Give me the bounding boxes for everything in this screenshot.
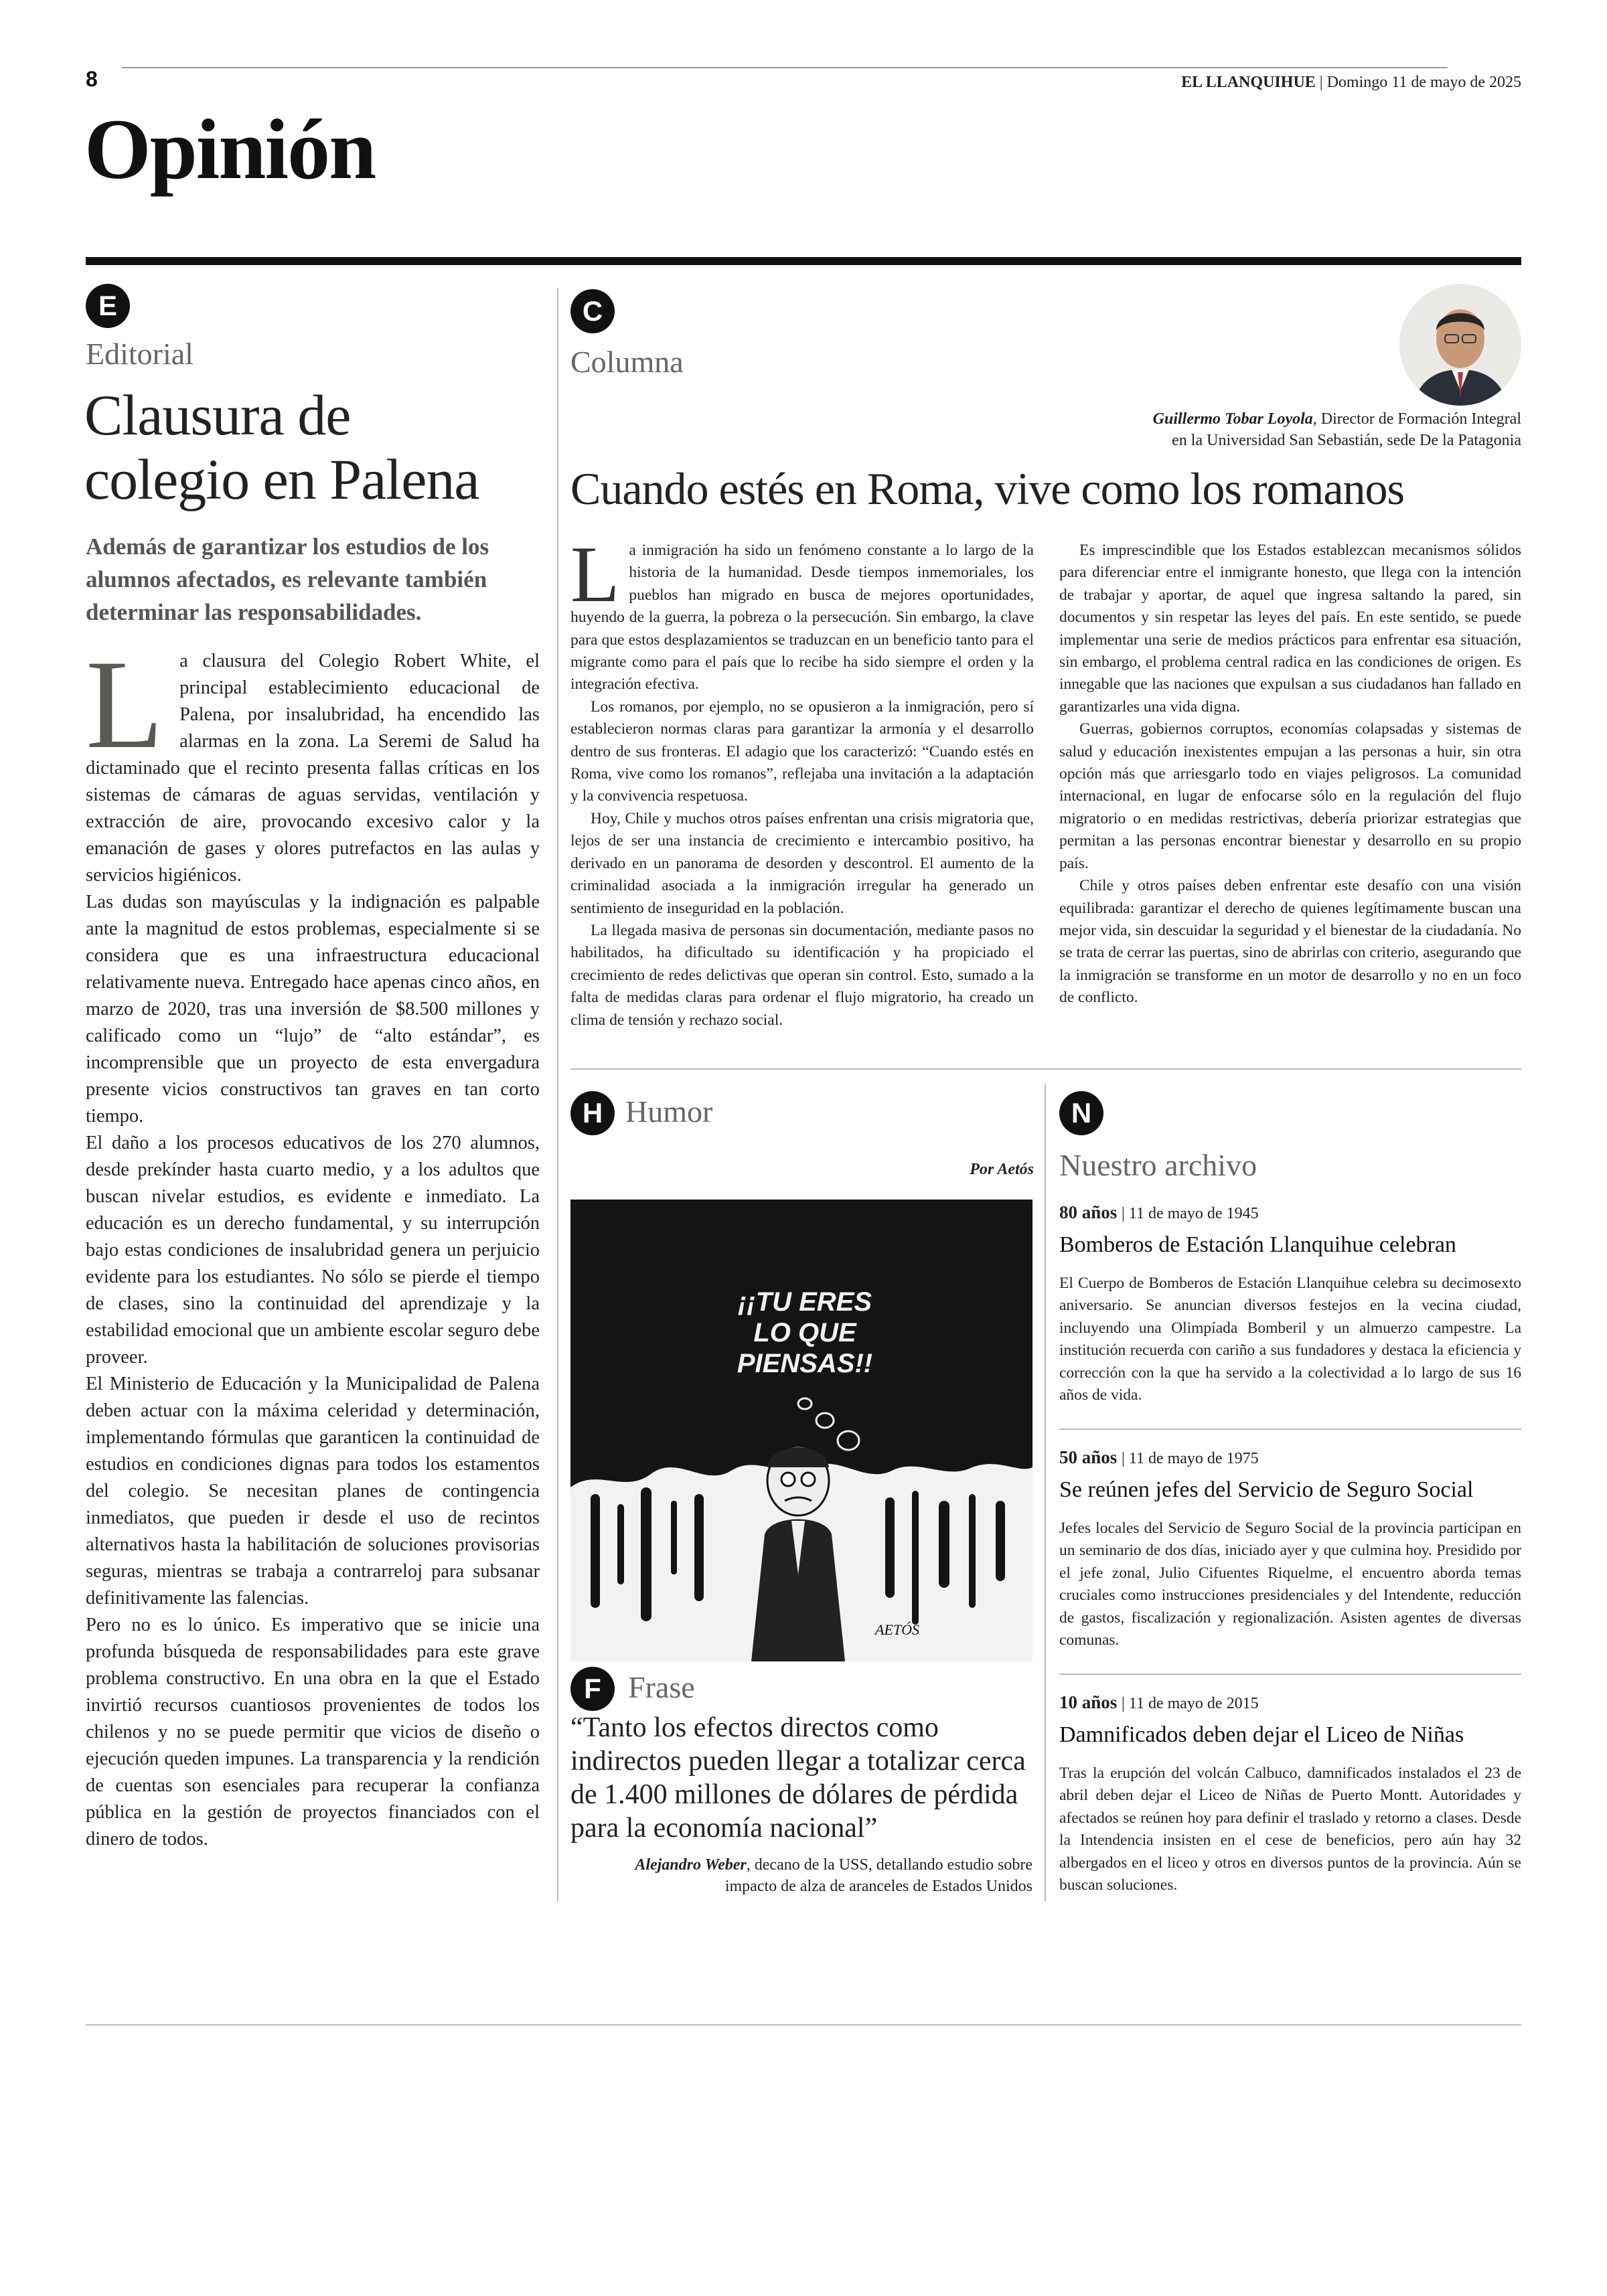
author-photo: [1399, 284, 1521, 406]
editorial-dropcap: L: [86, 635, 164, 775]
archive-item-text: Jefes locales del Servicio de Seguro Social de la provincia participan en un seminario de dos días, iniciado ayer y que culmina hoy. Presidido por el jefe zonal, Julio Cifuentes Riquelme, el encuentro aborda temas cruciales como instrucciones presidenciales y del Intendente, reducción de gastos, fiscalización y regionalización. Asisten agentes de diversas comunas.: [1059, 1520, 1521, 1649]
author-portrait-icon: [1399, 284, 1521, 406]
archive-item-date: 11 de mayo de 2015: [1128, 1695, 1259, 1712]
humor-cartoon: [570, 1200, 1032, 1661]
archive-divider: [1059, 1428, 1521, 1430]
editorial-title-line1: Clausura de: [84, 383, 351, 447]
column-paragraph: Los romanos, por ejemplo, no se opusieron a la inmigración, pero sí establecieron normas claras para garantizar la armonía y el desarrollo dentro de sus fronteras. El adagio que los caracterizó: “Cuando estés en Roma, vive como los romanos”, reflejaba una invitación a la adaptación y la convivencia respetuosa.: [570, 698, 1034, 805]
editorial-label: Editorial: [86, 337, 194, 371]
editorial-title: [84, 383, 479, 511]
archive-item-years: 50 años: [1059, 1447, 1118, 1467]
publication-name: EL LLANQUIHUE: [1181, 74, 1316, 91]
cartoon-speech: ¡¡TU ERES LO QUE PIENSAS!!: [737, 1287, 873, 1378]
archive-label: Nuestro archivo: [1059, 1148, 1257, 1182]
column-title: Cuando estés en Roma, vive como los romanos: [570, 463, 1405, 514]
humor-byline: Por Aetós: [970, 1161, 1034, 1178]
column-author: [986, 408, 1521, 451]
header-rule: [122, 67, 1448, 68]
frase-author-name: Alejandro Weber: [635, 1856, 747, 1874]
editorial-paragraph: Las dudas son mayúsculas y la indignación es palpable ante la magnitud de estos problemas, especialmente si se considera que es una infraestructura educacional relativamente nueva. Entregado hace apenas cinco años, en marzo de 2020, tras una inversión de $8.500 millones y calificado como un “lujo” de “alto estándar”, es incomprensible que un proyecto de esta envergadura presente vicios constructivos tan graves en tan corto tiempo.: [86, 892, 540, 1127]
editorial-paragraph: El Ministerio de Educación y la Municipalidad de Palena deben actuar con la máxima celeridad y determinación, implementando fórmulas que garanticen la continuidad de estudios en condiciones dignas para todos los estamentos del colegio. Se necesitan planes de contingencia inmediatos, que pueden ir desde el uso de recintos alternativos hasta la habilitación de soluciones provisorias seguras, mientras se trabaja a contrarreloj para subsanar definitivamente las falencias.: [86, 1374, 540, 1609]
editorial-badge: E: [86, 284, 130, 328]
archive-item-text: El Cuerpo de Bomberos de Estación Llanquihue celebra su decimosexto aniversario. Se anuncian diversos festejos en la vecina ciudad, incluyendo una Olimpíada Bomberil y un almuerzo campestre. La institución recuerda con cariño a sus fundadores y destaca la eficiencia y corrección con la que ha servido a la colectividad a lo largo de sus 16 años de vida.: [1059, 1275, 1521, 1404]
archive-item: [1059, 1692, 1521, 1896]
section-top-rule: [86, 257, 1521, 265]
archive-item-headline: Bomberos de Estación Llanquihue celebran: [1059, 1232, 1456, 1257]
editorial-body: [86, 635, 540, 1853]
archive-item-years: 10 años: [1059, 1692, 1118, 1712]
column-divider-left: [557, 288, 558, 1901]
editorial-paragraph: Pero no es lo único. Es imperativo que se inicie una profunda búsqueda de responsabilidades para este grave problema constructivo. En una obra en la que el Estado invirtió recursos cuantiosos provenientes de todos los chilenos y no se puede permitir que vicios de diseño o ejecución queden impunes. La transparencia y la rendición de cuentas son esenciales para recuperar la confianza pública en la gestión de proyectos financiados con el dinero de todos.: [86, 1615, 540, 1850]
column-label: Columna: [570, 345, 684, 379]
archive-item-headline: Damnificados deben dejar el Liceo de Niñas: [1059, 1722, 1464, 1747]
archive-item-dateline: 50 años | 11 de mayo de 1975: [1059, 1447, 1259, 1467]
column-dropcap: L: [570, 529, 620, 619]
frase-author-desc-2: impacto de alza de aranceles de Estados Unidos: [724, 1878, 1032, 1895]
editorial-title-line2: colegio en Palena: [84, 447, 479, 511]
archive-item-text: Tras la erupción del volcán Calbuco, damnificados instalados el 23 de abril deben dejar el Liceo de Niñas de Puerto Montt. Autoridades y afectados se reúnen hoy para definir el traslado y retorno a clases. Desde la Intendencia insisten en el cese de beneficios, pero aún hay 32 albergados en el liceo y otros en diversos puntos de la provincia. Aún se buscan soluciones.: [1059, 1765, 1521, 1894]
editorial-lead: Además de garantizar los estudios de los alumnos afectados, es relevante también determinar las responsabilidades.: [86, 534, 489, 625]
column-paragraph: a inmigración ha sido un fenómeno constante a lo largo de la historia de la humanidad. Desde tiempos inmemoriales, los pueblos han migrado en busca de mejores oportunidades, huyendo de la guerra, la pobreza o la persecución. Sin embargo, la clave para que estos desplazamientos se traduzcan en un beneficio tanto para el migrante como para el país que lo recibe ha sido siempre el orden y la integración efectiva.: [570, 542, 1034, 693]
archive-item: [1059, 1447, 1521, 1651]
column-paragraph: La llegada masiva de personas sin documentación, mediante pasos no habilitados, ha dificultado su identificación y ha propiciado el crecimiento de redes delictivas que operan sin control. Esto, sumado a la falta de medidas claras para ordenar el flujo migratorio, ha creado un clima de tensión y rechazo social.: [570, 921, 1034, 1029]
archive-item-date: 11 de mayo de 1945: [1128, 1205, 1259, 1222]
cartoon-drawing-icon: [570, 1200, 1032, 1661]
humor-label: Humor: [625, 1094, 713, 1129]
column-divider-right: [1045, 1084, 1046, 1901]
column-paragraph: Es imprescindible que los Estados establezcan mecanismos sólidos para diferenciar entre el inmigrante honesto, que llega con la intención de trabajar y aportar, de aquel que ingresa saltando la pared, sin documentos y sin respetar las leyes del país. En este sentido, se puede implementar una serie de medios prácticos para enfrentar esa situación, sin embargo, el problema central radica en las condiciones de origen. Es innegable que las naciones que expulsan a sus ciudadanos han fallado en garantizarles una vida digna.: [1059, 542, 1521, 716]
frase-author-desc: , decano de la USS, detallando estudio sobre: [746, 1856, 1032, 1874]
archive-item-dateline: 80 años | 11 de mayo de 1945: [1059, 1202, 1259, 1222]
humor-badge: H: [570, 1091, 615, 1135]
column-paragraph: Hoy, Chile y muchos otros países enfrentan una crisis migratoria que, lejos de ser una instancia de crecimiento e intercambio positivo, ha derivado en un panorama de desorden y descontrol. El aumento de la criminalidad asociada a la inmigración irregular ha generado un sentimiento de inseguridad en la población.: [570, 809, 1034, 917]
section-title: Opinión: [84, 102, 376, 197]
column-paragraph: Guerras, gobiernos corruptos, economías colapsadas y sistemas de salud y educación inexistentes empujan a las personas a huir, sin otra opción más que arriesgarlo todo en viajes peligrosos. La comunidad internacional, en lugar de enfocarse sólo en la regulación del flujo migratorio o en medidas restrictivas, debería priorizar estrategias que permitan a las personas encontrar bienestar y desarrollo en su propio país.: [1059, 720, 1521, 872]
column-body-left: [570, 529, 1034, 1032]
page-number: 8: [86, 67, 98, 91]
archive-item-years: 80 años: [1059, 1202, 1118, 1222]
editorial-paragraph: El daño a los procesos educativos de los 270 alumnos, desde prekínder hasta cuarto medio, y a los adultos que buscan nivelar estudios, es evidente e inmediato. La educación es un derecho fundamental, y su interrupción bajo estas condiciones de insalubridad genera un perjuicio evidente para los estudiantes. No sólo se pierde el tiempo de clases, sino la continuidad del aprendizaje y la estabilidad emocional que un ambiente escolar seguro debe proveer.: [86, 1133, 540, 1368]
column-author-name: Guillermo Tobar Loyola: [1152, 410, 1313, 428]
column-author-role: , Director de Formación Integral: [1312, 410, 1521, 428]
column-bottom-rule: [570, 1068, 1521, 1070]
column-body-right: [1059, 540, 1521, 1009]
archive-item: [1059, 1202, 1521, 1406]
archive-divider: [1059, 1673, 1521, 1675]
publication-date: Domingo 11 de mayo de 2025: [1326, 74, 1521, 91]
masthead-line: EL LLANQUIHUE | Domingo 11 de mayo de 2025: [1181, 74, 1521, 91]
frase-quote: “Tanto los efectos directos como indirectos pueden llegar a totalizar cerca de 1.400 millones de dólares de pérdida para la economía nacional”: [570, 1712, 1026, 1843]
page-bottom-rule: [86, 2024, 1521, 2026]
archive-item-date: 11 de mayo de 1975: [1128, 1450, 1259, 1467]
editorial-paragraph: a clausura del Colegio Robert White, el principal establecimiento educacional de Palena, por insalubridad, ha encendido las alarmas en la zona. La Seremi de Salud ha dictaminado que el recinto presenta fallas críticas en los sistemas de cámaras de aguas servidas, ventilación y extracción de aire, provocando excesivo calor y la emanación de gases y olores putrefactos en las aulas y servicios higiénicos.: [86, 651, 540, 886]
archive-badge: N: [1059, 1091, 1103, 1135]
column-author-affiliation: en la Universidad San Sebastián, sede De la Patagonia: [1172, 432, 1521, 449]
frase-badge: F: [570, 1667, 615, 1711]
archive-item-dateline: 10 años | 11 de mayo de 2015: [1059, 1692, 1259, 1712]
frase-author: [570, 1854, 1032, 1897]
column-paragraph: Chile y otros países deben enfrentar este desafío con una visión equilibrada: garantizar el derecho de quienes legítimamente buscan una mejor vida, sin descuidar la seguridad y el bienestar de la ciudadanía. No se trata de cerrar las puertas, sino de abrirlas con criterio, asegurando que la inmigración se transforme en un motor de desarrollo y no en un foco de conflicto.: [1059, 877, 1521, 1007]
archive-item-headline: Se reúnen jefes del Servicio de Seguro Social: [1059, 1477, 1474, 1502]
cartoon-signature: AETÓS: [875, 1621, 919, 1638]
column-badge: C: [570, 289, 615, 333]
frase-label: Frase: [628, 1670, 695, 1704]
